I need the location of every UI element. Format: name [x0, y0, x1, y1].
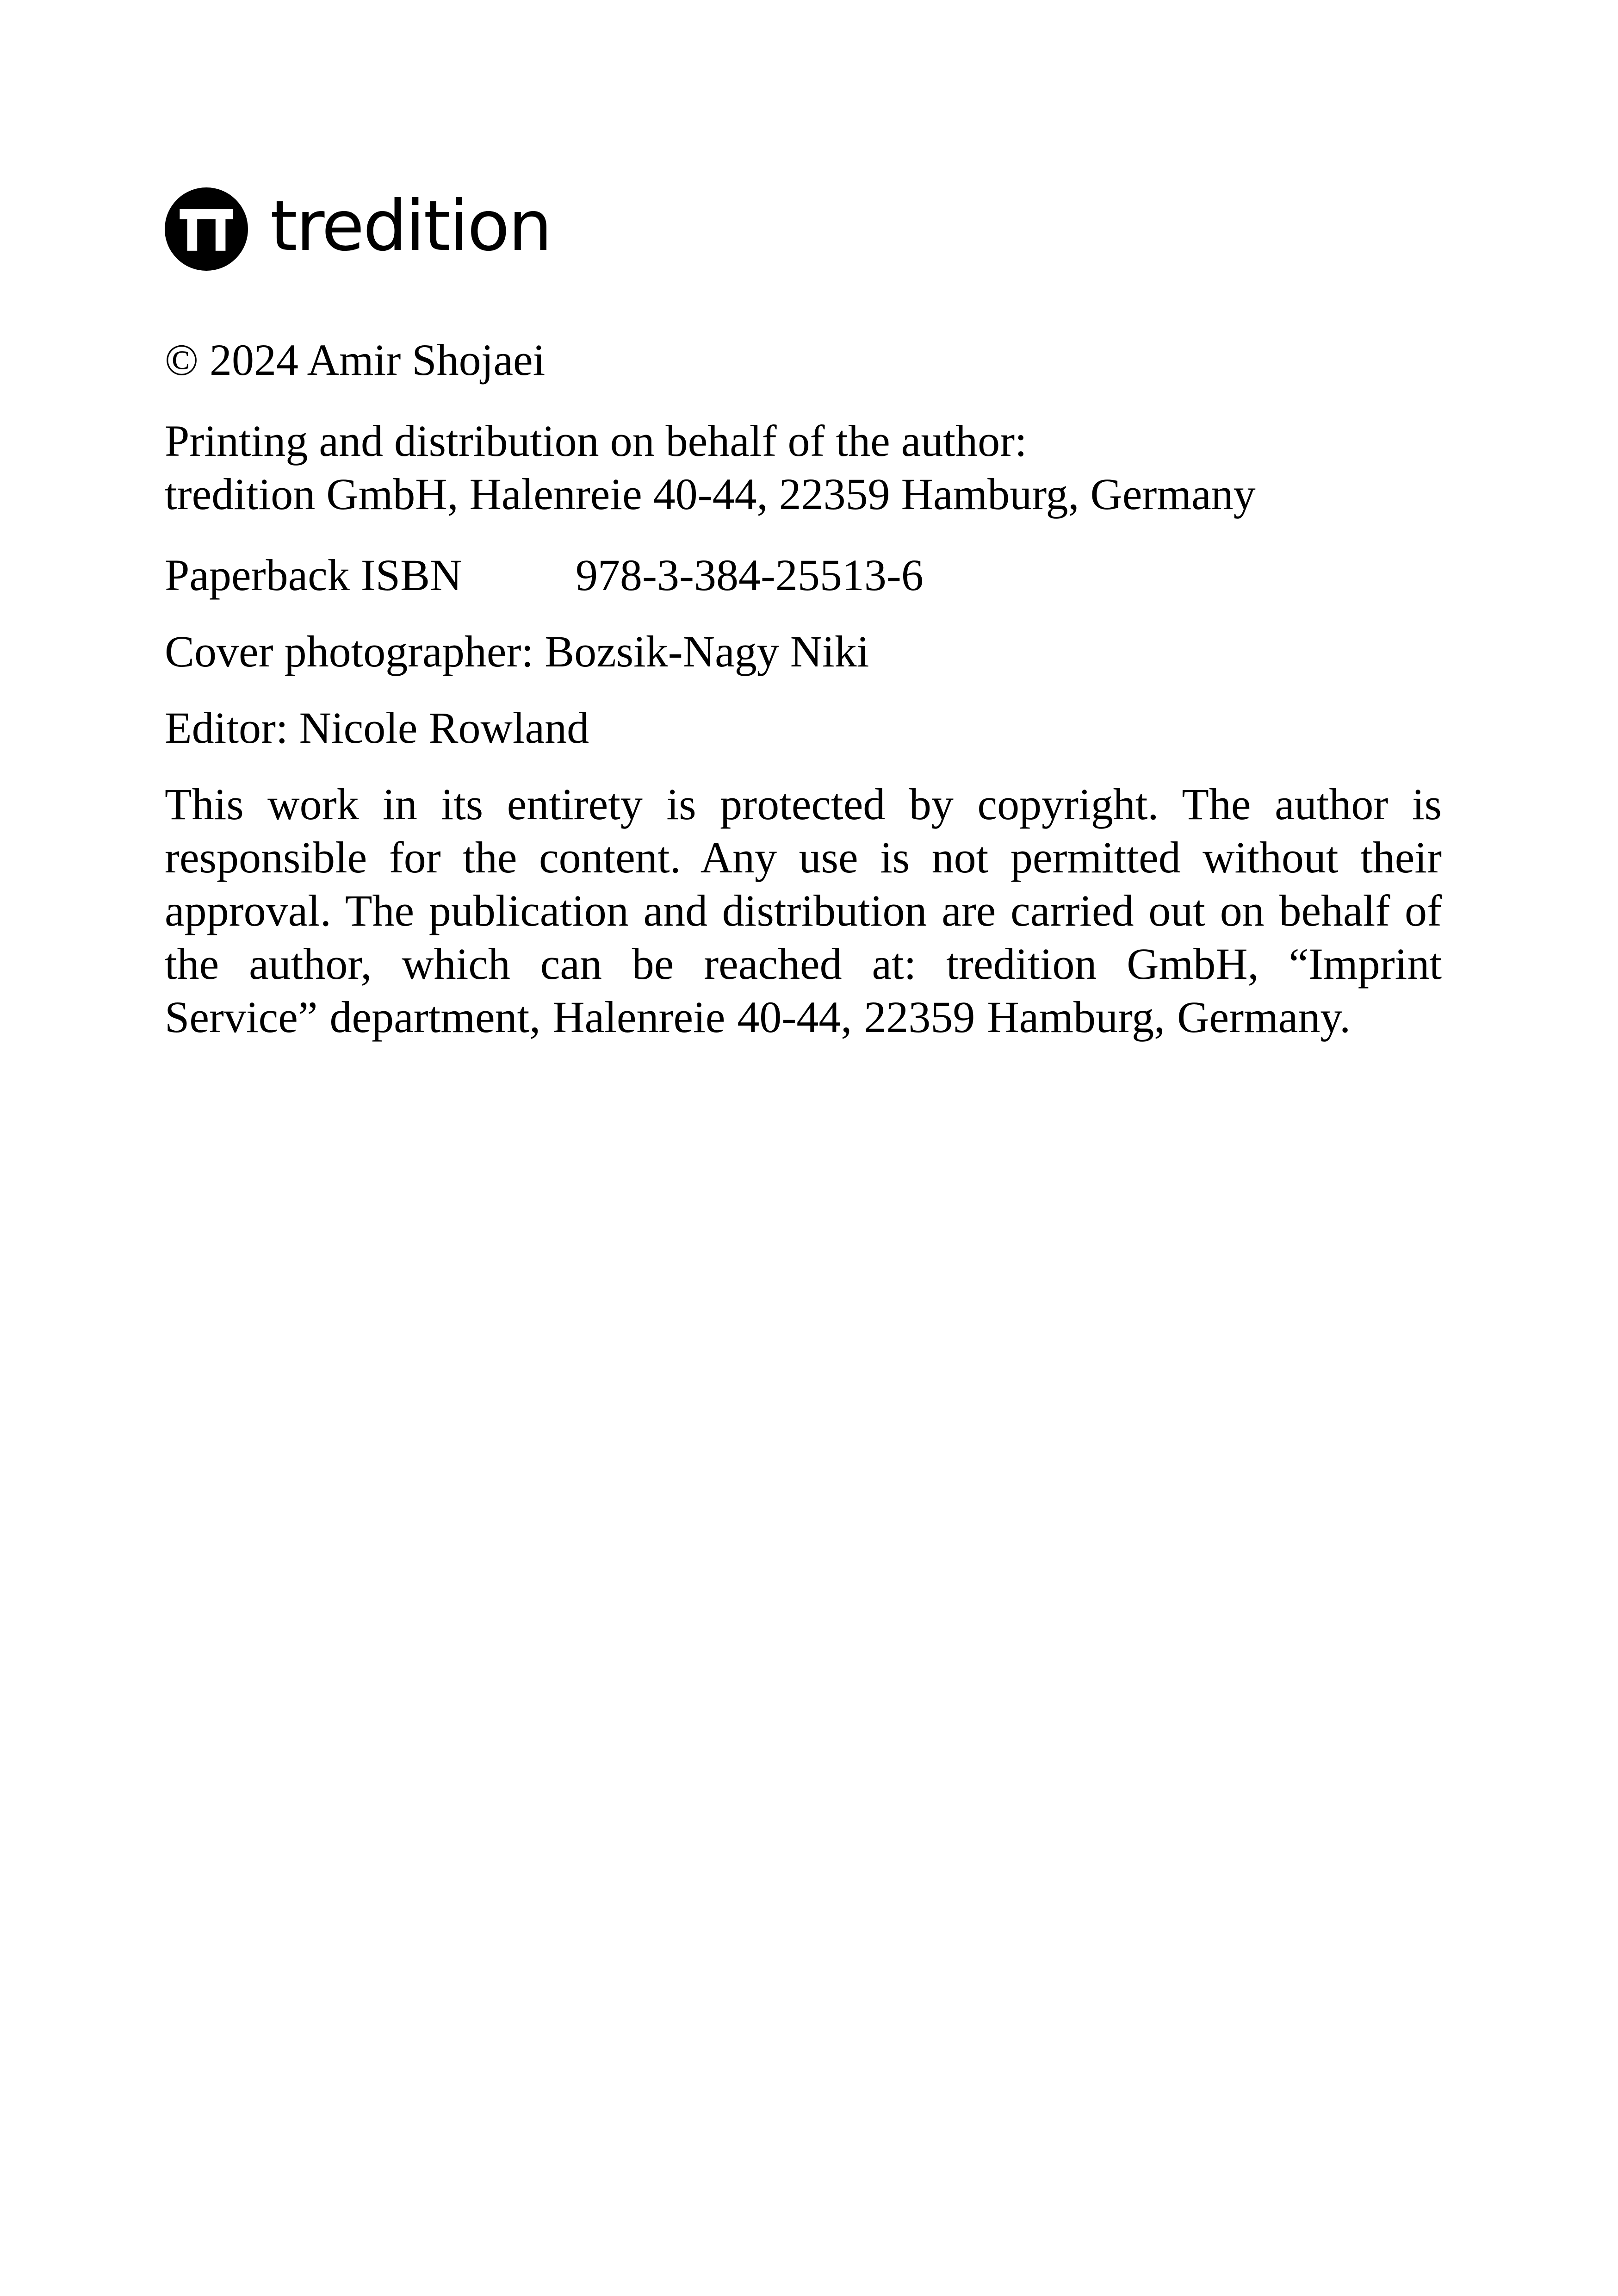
publisher-logo [165, 185, 1442, 273]
legal-notice: This work in its entirety is protected by copyright. The author is responsible for the content. Any use is not permitted without their approval. The publication and distribution are carried out on behalf of the author, which can be reached at: tredition GmbH, “Imprint Service” department, Halenreie 40-44, 22359 Hamburg, Germany. [165, 779, 1442, 1042]
copyright-notice: © 2024 Amir Shojaei [165, 335, 546, 385]
printing-line-1: Printing and distribution on behalf of the author: [165, 416, 1027, 466]
isbn-value: 978-3-384-25513-6 [576, 550, 924, 600]
printing-line-2: tredition GmbH, Halenreie 40-44, 22359 Hamburg, Germany [165, 469, 1256, 519]
tredition-logo-icon [165, 187, 248, 271]
printing-info [165, 414, 1442, 521]
isbn-row [165, 548, 1442, 602]
copyright-page [165, 185, 1442, 1088]
cover-photographer: Cover photographer: Bozsik-Nagy Niki [165, 627, 869, 676]
isbn-label: Paperback ISBN [165, 550, 462, 600]
editor-credit: Editor: Nicole Rowland [165, 703, 589, 753]
publisher-wordmark: tredition [270, 186, 551, 267]
